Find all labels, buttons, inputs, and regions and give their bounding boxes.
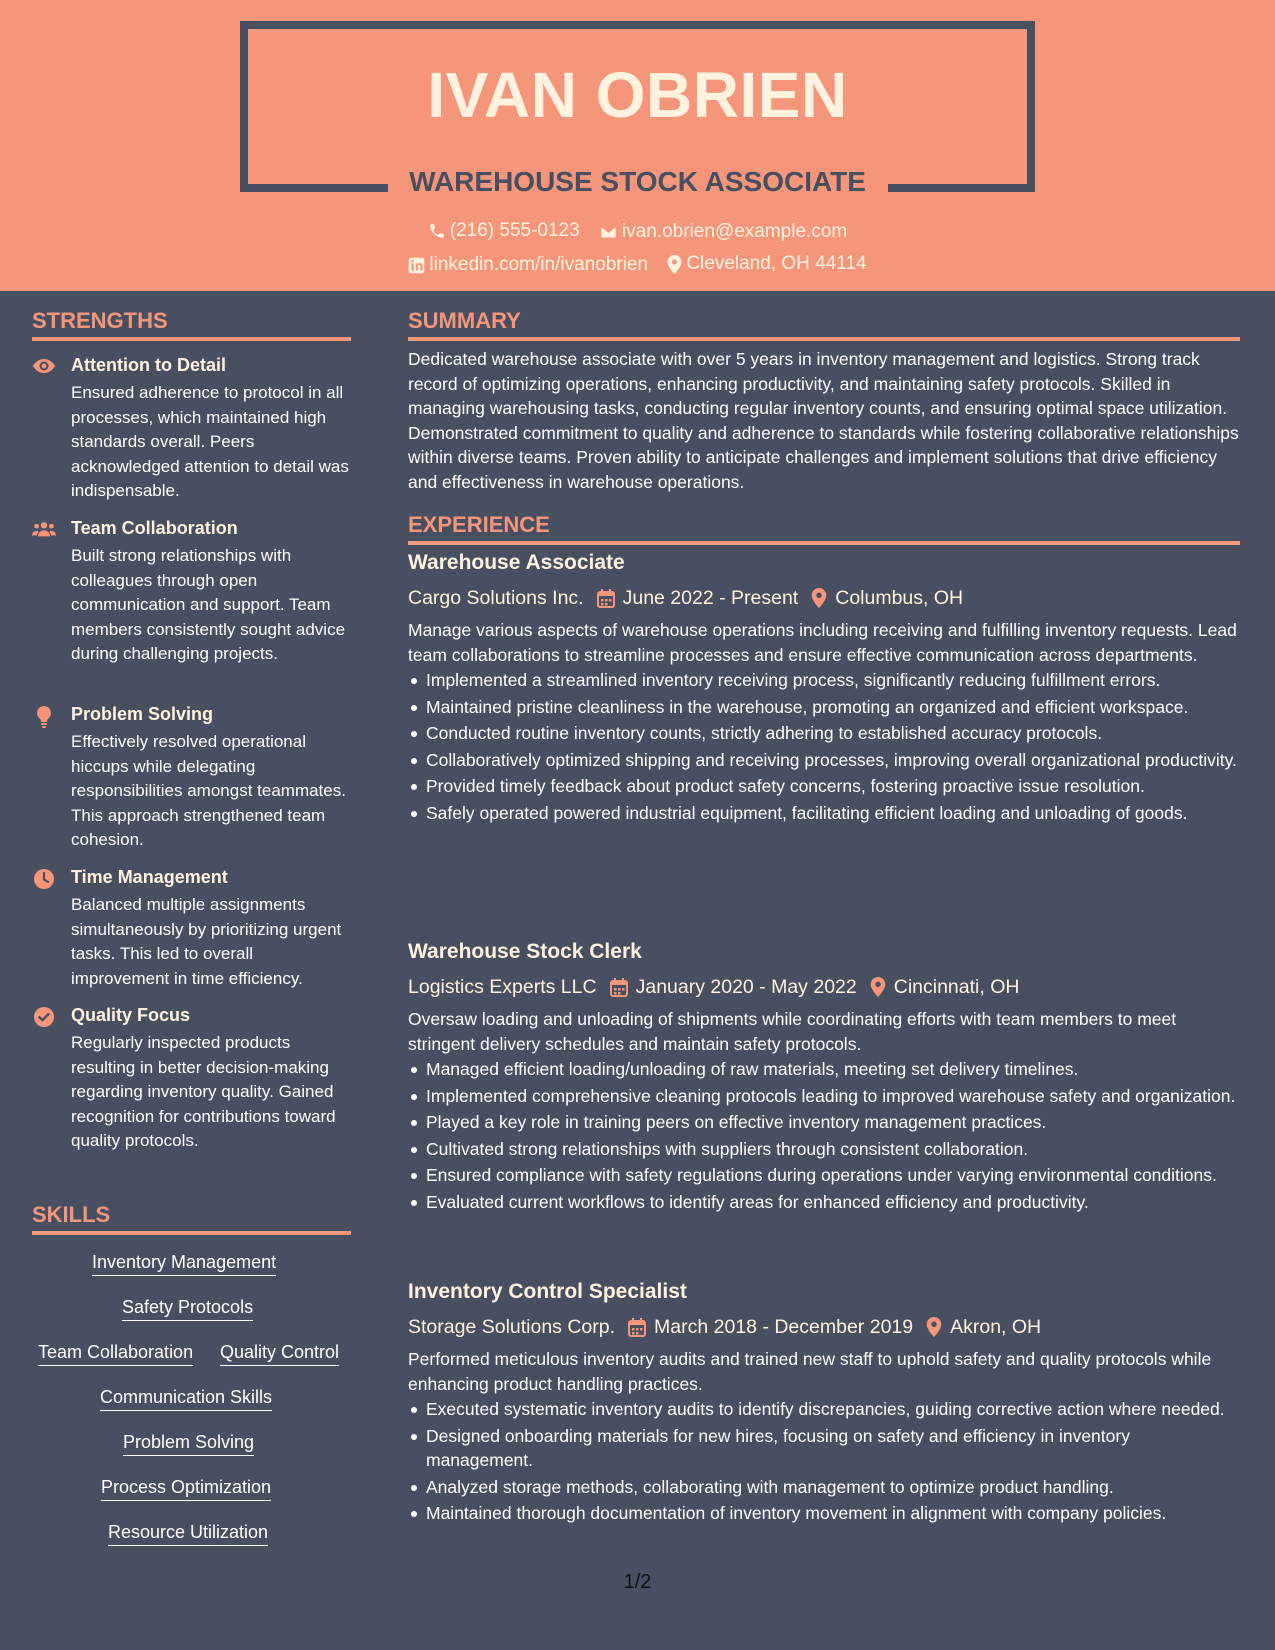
job-bullet: Implemented comprehensive cleaning protocols leading to improved warehouse safety and organization. [408,1084,1240,1109]
strengths-rule [32,337,351,341]
linkedin-text[interactable]: linkedin.com/in/ivanobrien [429,254,649,275]
skill-tag: Safety Protocols [122,1297,253,1321]
lightbulb-icon [32,706,56,726]
job-description: Manage various aspects of warehouse operations including receiving and fulfilling inventory requests. Lead team collaborations to streamline processes and ensure effective communication across departments. [408,620,1237,665]
email-text[interactable]: ivan.obrien@example.com [621,221,848,242]
job-location: Cincinnati, OH [893,975,1020,998]
job-entry [408,551,1240,827]
summary-heading: SUMMARY [408,308,521,333]
summary-rule [408,337,1240,341]
skill-tag: Resource Utilization [108,1522,268,1546]
map-pin-icon [811,588,827,608]
job-bullet: Conducted routine inventory counts, strictly adhering to established accuracy protocols. [408,721,1240,746]
check-circle-icon [32,1007,56,1027]
page-number: 1/2 [623,1571,652,1593]
job-bullet: Implemented a streamlined inventory receiving process, significantly reducing fulfillment errors. [408,668,1240,693]
skills-rule [32,1231,351,1235]
location-contact [667,253,866,275]
skill-tag: Problem Solving [123,1432,254,1456]
resume-header [0,0,1275,291]
skill-tag: Inventory Management [92,1252,276,1276]
phone-text: (216) 555-0123 [449,220,580,241]
job-bullets [408,668,1240,825]
job-company: Storage Solutions Corp. [408,1315,616,1338]
job-bullets [408,1057,1240,1214]
eye-icon [32,357,56,377]
email-contact[interactable] [599,221,847,243]
linkedin-contact[interactable] [408,254,648,276]
job-location: Akron, OH [950,1315,1042,1338]
job-entry [408,940,1240,1216]
skill-tag: Communication Skills [100,1387,272,1411]
job-title: Inventory Control Specialist [408,1280,687,1303]
job-dates: June 2022 - Present [622,586,799,609]
skill-tag: Process Optimization [101,1477,271,1501]
job-meta [408,972,1240,1002]
map-pin-icon [667,255,682,274]
candidate-title: WAREHOUSE STOCK ASSOCIATE [409,166,866,197]
job-bullets [408,1397,1240,1526]
strength-desc: Balanced multiple assignments simultaneously by prioritizing urgent tasks. This led to overall improvement in time efficiency. [71,895,342,988]
job-title: Warehouse Stock Clerk [408,940,642,963]
job-title: Warehouse Associate [408,551,625,574]
summary-text: Dedicated warehouse associate with over 5 years in inventory management and logistics. Strong track record of optimizing operations, enhancing productivity, and maintaining safety protocols. Skilled in managing warehousing tasks, conducting regular inventory counts, and ensuring optimal space utilization. Demonstrated commitment to quality and adherence to standards while fostering collaborative relationships within diverse teams. Proven ability to anticipate challenges and implement solutions that drive efficiency and effectiveness in warehouse operations. [408,349,1239,492]
job-meta [408,583,1240,613]
job-entry [408,1280,1240,1528]
strength-title: Quality Focus [71,1005,191,1025]
job-bullet: Played a key role in training peers on effective inventory management practices. [408,1110,1240,1135]
experience-heading: EXPERIENCE [408,512,550,537]
job-bullet: Cultivated strong relationships with suppliers through consistent collaboration. [408,1137,1240,1162]
calendar-icon [610,978,628,997]
job-company: Logistics Experts LLC [408,975,597,998]
calendar-icon [628,1318,646,1337]
job-meta [408,1312,1240,1342]
job-location: Columbus, OH [835,586,964,609]
job-bullet: Maintained pristine cleanliness in the warehouse, promoting an organized and efficient workspace. [408,695,1240,720]
map-pin-icon [926,1317,942,1337]
skill-tag: Quality Control [220,1342,339,1366]
strength-desc: Ensured adherence to protocol in all processes, which maintained high standards overall. Peers acknowledged attention to detail was indispensable. [71,383,349,500]
users-icon [32,520,56,540]
phone-contact [428,220,580,242]
job-bullet: Evaluated current workflows to identify areas for enhanced efficiency and productivity. [408,1190,1240,1215]
contact-row-1 [0,220,1275,246]
strength-desc: Built strong relationships with colleagues through open communication and support. Team members consistently sought advice during challenging projects. [71,546,346,663]
contact-row-2 [0,253,1275,280]
strength-desc: Regularly inspected products resulting in better decision-making regarding inventory quality. Gained recognition for contributions toward quality protocols. [71,1033,336,1150]
skills-heading: SKILLS [32,1202,111,1227]
job-description: Performed meticulous inventory audits and trained new staff to uphold safety and quality protocols while enhancing product handling practices. [408,1349,1212,1394]
linkedin-icon [408,257,425,274]
job-dates: January 2020 - May 2022 [635,975,857,998]
job-bullet: Maintained thorough documentation of inventory movement in alignment with company policies. [408,1501,1240,1526]
map-pin-icon [870,977,886,997]
job-bullet: Ensured compliance with safety regulations during operations under varying environmental conditions. [408,1163,1240,1188]
strength-title: Time Management [71,867,228,887]
job-bullet: Managed efficient loading/unloading of raw materials, meeting set delivery timelines. [408,1057,1240,1082]
location-text: Cleveland, OH 44114 [686,253,867,274]
skill-tag: Team Collaboration [38,1342,193,1366]
clock-icon [32,869,56,889]
strengths-heading: STRENGTHS [32,308,168,333]
job-bullet: Designed onboarding materials for new hires, focusing on safety and efficiency in inventory management. [408,1424,1240,1473]
job-company: Cargo Solutions Inc. [408,586,584,609]
envelope-icon [599,224,618,240]
job-bullet: Safely operated powered industrial equipment, facilitating efficient loading and unloading of goods. [408,801,1240,826]
candidate-name: IVAN OBRIEN [427,59,848,131]
phone-icon [428,222,446,240]
calendar-icon [597,589,615,608]
strength-title: Problem Solving [71,704,214,724]
job-bullet: Provided timely feedback about product safety concerns, fostering proactive issue resolution. [408,774,1240,799]
job-bullet: Executed systematic inventory audits to identify discrepancies, guiding corrective action where needed. [408,1397,1240,1422]
strength-title: Team Collaboration [71,518,238,538]
job-dates: March 2018 - December 2019 [654,1315,914,1338]
strength-title: Attention to Detail [71,355,226,375]
experience-rule [408,541,1240,545]
job-bullet: Analyzed storage methods, collaborating with management to optimize product handling. [408,1475,1240,1500]
strength-desc: Effectively resolved operational hiccups while delegating responsibilities amongst teammates. This approach strengthened team cohesion. [71,732,346,849]
job-bullet: Collaboratively optimized shipping and receiving processes, improving overall organizational productivity. [408,748,1240,773]
job-description: Oversaw loading and unloading of shipments while coordinating efforts with team members to meet stringent delivery schedules and maintain safety protocols. [408,1009,1177,1054]
